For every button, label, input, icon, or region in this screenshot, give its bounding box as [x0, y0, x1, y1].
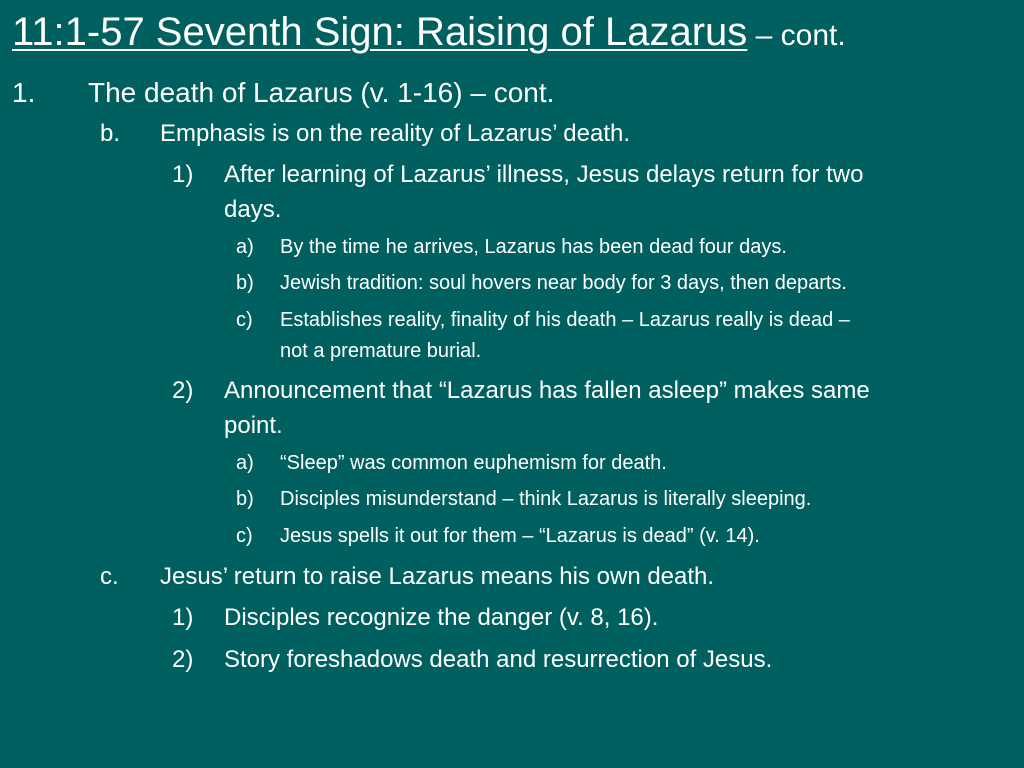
outline-marker-c1: 1) [172, 604, 194, 631]
outline-item-b1c-line2: not a premature burial. [280, 340, 482, 362]
outline-marker-b1c: c) [236, 309, 253, 331]
outline-marker-b2: 2) [172, 377, 194, 404]
outline-marker-b1: 1) [172, 161, 194, 188]
outline-item-b1c-line1: Establishes reality, finality of his death – Lazarus really is dead – [280, 309, 850, 331]
outline-item-1: The death of Lazarus (v. 1-16) – cont. [88, 77, 555, 108]
outline-item-b1b: Jewish tradition: soul hovers near body for 3 days, then departs. [280, 272, 847, 294]
outline-item-b2-line2: point. [224, 412, 283, 439]
outline-marker-c: c. [100, 563, 119, 590]
outline-marker-b1b: b) [236, 272, 254, 294]
outline-item-b1-line2: days. [224, 196, 282, 223]
outline-item-b2-line1: Announcement that “Lazarus has fallen asleep” makes same [224, 377, 870, 404]
outline-marker-1: 1. [12, 77, 36, 108]
outline-item-b2b: Disciples misunderstand – think Lazarus is literally sleeping. [280, 488, 812, 510]
outline-item-b1a: By the time he arrives, Lazarus has been dead four days. [280, 236, 787, 258]
outline-item-c2: Story foreshadows death and resurrection of Jesus. [224, 646, 773, 673]
outline-item-c: Jesus’ return to raise Lazarus means his own death. [160, 563, 715, 590]
outline-marker-b: b. [100, 120, 121, 147]
outline-marker-b2c: c) [236, 525, 253, 547]
outline-item-c1: Disciples recognize the danger (v. 8, 16). [224, 604, 659, 631]
outline-marker-b1a: a) [236, 236, 254, 258]
slide-title [12, 8, 846, 60]
outline-item-b2c: Jesus spells it out for them – “Lazarus is dead” (v. 14). [280, 525, 760, 547]
outline-item-b1-line1: After learning of Lazarus’ illness, Jesus delays return for two [224, 161, 864, 188]
outline-item-b2a: “Sleep” was common euphemism for death. [280, 452, 667, 474]
slide-title-main: 11:1-57 Seventh Sign: Raising of Lazarus [12, 10, 748, 54]
slide-title-suffix: – cont. [747, 19, 846, 52]
outline-marker-c2: 2) [172, 646, 194, 673]
outline-marker-b2a: a) [236, 452, 254, 474]
outline-marker-b2b: b) [236, 488, 254, 510]
outline-item-b: Emphasis is on the reality of Lazarus’ death. [160, 120, 631, 147]
